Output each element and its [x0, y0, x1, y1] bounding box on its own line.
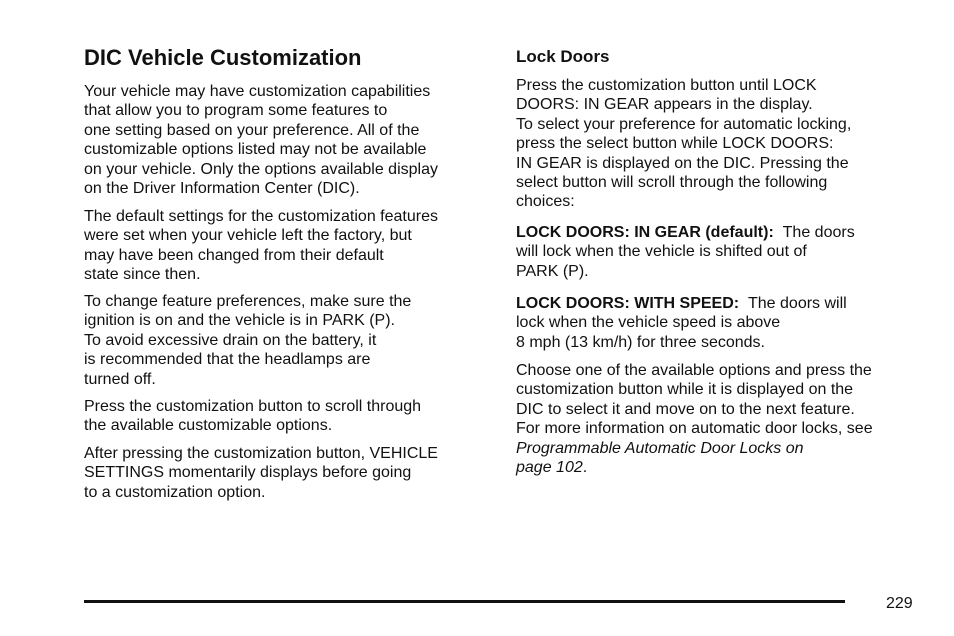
- text-line: that allow you to program some features to: [84, 102, 388, 120]
- paragraph-scroll-options: [84, 397, 421, 436]
- text-line: choices:: [516, 193, 575, 211]
- page-title: DIC Vehicle Customization: [84, 45, 362, 70]
- text-line: [516, 458, 873, 477]
- paragraph-vehicle-settings: [84, 444, 438, 502]
- text-line: on your vehicle. Only the options available display: [84, 160, 438, 178]
- text-line: To avoid excessive drain on the battery, it: [84, 331, 377, 349]
- option-lock-in-gear: [516, 223, 855, 281]
- text-line: IN GEAR is displayed on the DIC. Pressing the: [516, 154, 849, 172]
- text-line: lock when the vehicle speed is above: [516, 314, 781, 332]
- text-line: select button will scroll through the following: [516, 174, 828, 192]
- text-line: on the Driver Information Center (DIC).: [84, 180, 360, 198]
- text-line: to a customization option.: [84, 483, 266, 501]
- text-line: press the select button while LOCK DOORS:: [516, 135, 834, 153]
- text-line: After pressing the customization button, VEHICLE: [84, 445, 438, 462]
- text-line: To change feature preferences, make sure the: [84, 293, 412, 310]
- paragraph-choose-option: [516, 361, 873, 477]
- footer-rule: [84, 600, 845, 603]
- cross-reference-link: Programmable Automatic Door Locks on: [516, 439, 804, 457]
- text-line: may have been changed from their default: [84, 246, 384, 264]
- text-line: DOORS: IN GEAR appears in the display.: [516, 96, 813, 114]
- section-heading-lock-doors: Lock Doors: [516, 47, 610, 66]
- text-line: [516, 294, 847, 313]
- paragraph-change-preferences: [84, 292, 411, 389]
- text-line: The default settings for the customization features: [84, 208, 438, 225]
- text-line: For more information on automatic door locks, see: [516, 420, 873, 438]
- text-line: state since then.: [84, 266, 201, 284]
- text-line: SETTINGS momentarily displays before going: [84, 464, 412, 482]
- text-line: Press the customization button until LOCK: [516, 77, 817, 94]
- text-line: were set when your vehicle left the factory, but: [84, 227, 412, 245]
- period: .: [582, 459, 588, 477]
- text-line: one setting based on your preference. All of the: [84, 121, 420, 139]
- paragraph-capabilities: [84, 82, 438, 198]
- text-line: To select your preference for automatic locking,: [516, 115, 852, 133]
- text-line: is recommended that the headlamps are: [84, 351, 371, 369]
- text-line: Your vehicle may have customization capabilities: [84, 83, 431, 100]
- option-text: The doors will: [748, 295, 847, 312]
- text-line: turned off.: [84, 370, 156, 388]
- page-number: 229: [886, 595, 913, 612]
- option-label: LOCK DOORS: IN GEAR (default):: [516, 224, 774, 241]
- cross-reference-page: page 102: [516, 459, 583, 477]
- text-line: customization button while it is displayed on the: [516, 381, 854, 399]
- option-text: The doors: [782, 224, 855, 241]
- text-line: Press the customization button to scroll through: [84, 398, 422, 415]
- text-line: will lock when the vehicle is shifted out of: [516, 243, 807, 261]
- option-label: LOCK DOORS: WITH SPEED:: [516, 295, 740, 312]
- text-line: the available customizable options.: [84, 417, 333, 435]
- text-line: customizable options listed may not be available: [84, 141, 427, 159]
- text-line: DIC to select it and move on to the next feature.: [516, 400, 855, 418]
- paragraph-default-settings: [84, 207, 438, 285]
- text-line: PARK (P).: [516, 262, 589, 280]
- text-line: 8 mph (13 km/h) for three seconds.: [516, 333, 765, 351]
- paragraph-lock-doors-intro: [516, 76, 851, 212]
- text-line: [516, 223, 855, 242]
- text-line: Choose one of the available options and press the: [516, 362, 872, 379]
- text-line: ignition is on and the vehicle is in PARK (P).: [84, 312, 395, 330]
- option-lock-with-speed: [516, 294, 847, 352]
